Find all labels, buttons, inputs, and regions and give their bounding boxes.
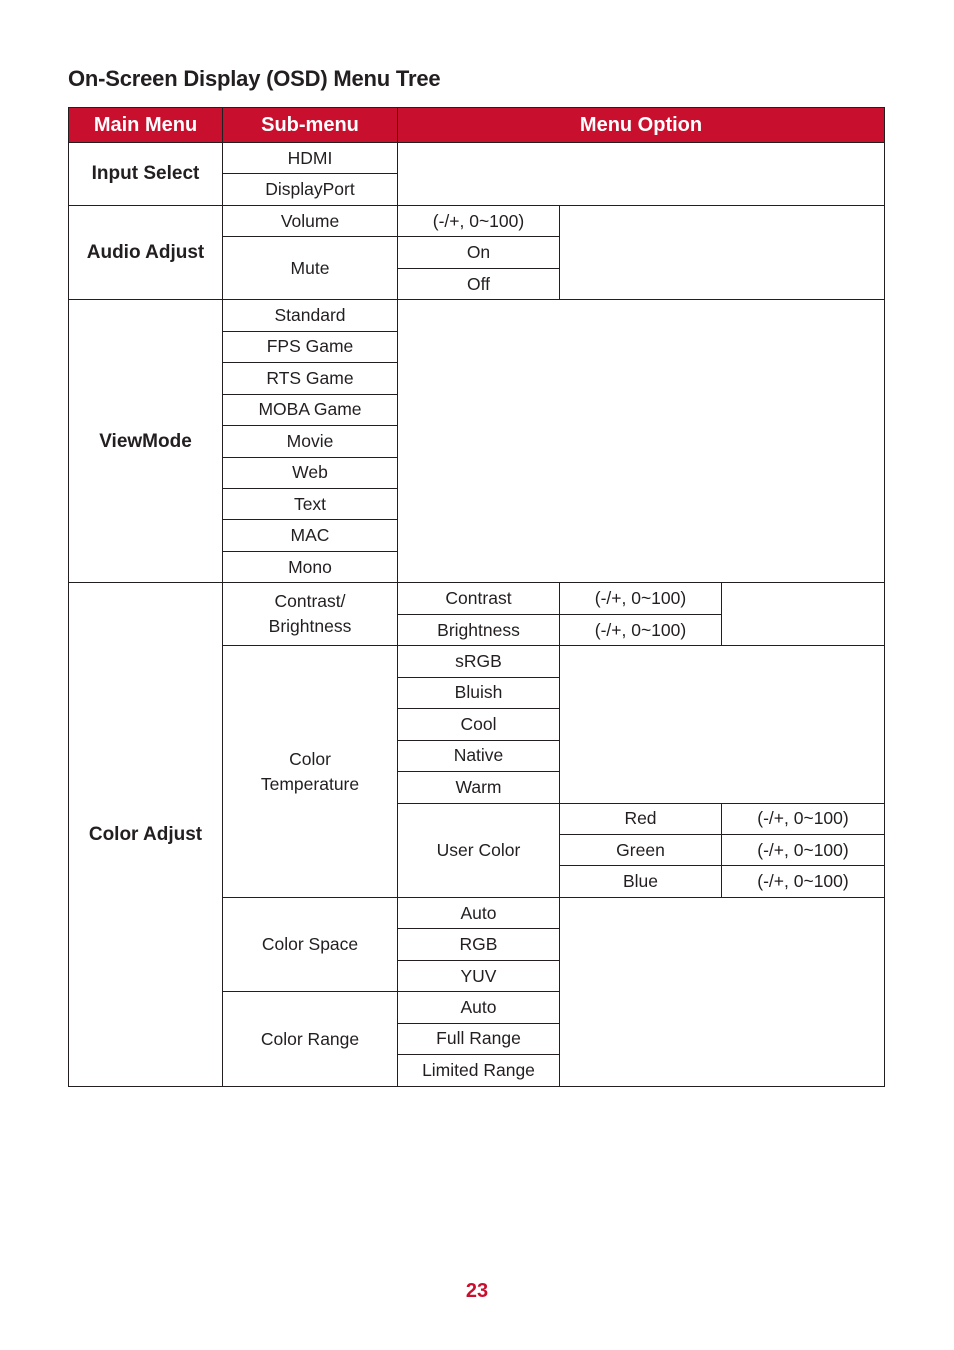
sub-menu-color-temperature [223,646,398,898]
option-range: (-/+, 0~100) [560,583,722,614]
header-menu-option: Menu Option [398,108,885,143]
option-user-color: User Color [398,803,560,897]
sub-menu-item: Movie [223,426,398,457]
sub-menu-color-range: Color Range [223,992,398,1087]
sub-menu-item: MOBA Game [223,394,398,425]
channel-range: (-/+, 0~100) [722,803,885,834]
table-row [69,300,885,331]
sub-menu-item: HDMI [223,143,398,174]
option-item: sRGB [398,646,560,677]
main-menu-viewmode: ViewMode [69,300,223,583]
main-menu-audio-adjust: Audio Adjust [69,205,223,299]
option-item: Bluish [398,677,560,708]
empty-cell [560,897,885,1086]
option-item: Brightness [398,614,560,645]
sub-menu-item: MAC [223,520,398,551]
main-menu-color-adjust: Color Adjust [69,583,223,1087]
option-range: (-/+, 0~100) [560,614,722,645]
option-range: (-/+, 0~100) [398,205,560,236]
empty-cell [398,143,885,206]
empty-cell [398,300,885,583]
sub-menu-contrast-brightness [223,583,398,646]
option-item: RGB [398,929,560,960]
sub-menu-label-line: Color [289,748,331,769]
table-header-row [69,108,885,143]
sub-menu-label-line: Brightness [268,616,352,637]
page-title: On-Screen Display (OSD) Menu Tree [68,66,441,91]
sub-menu-item: Standard [223,300,398,331]
sub-menu-item: Volume [223,205,398,236]
table-row [69,583,885,614]
sub-menu-item: FPS Game [223,331,398,362]
sub-menu-item: Text [223,488,398,519]
channel-name: Red [560,803,722,834]
header-sub-menu: Sub-menu [223,108,398,143]
option-item: YUV [398,960,560,991]
option-item: Warm [398,772,560,803]
page-number: 23 [465,1280,489,1302]
header-main-menu: Main Menu [69,108,223,143]
sub-menu-item: Web [223,457,398,488]
table-row [69,205,885,236]
sub-menu-label-line: Contrast/ [274,591,346,612]
main-menu-input-select: Input Select [69,143,223,206]
sub-menu-item: DisplayPort [223,174,398,205]
sub-menu-item: Mono [223,551,398,582]
option-item: Native [398,740,560,771]
empty-cell [560,646,885,803]
option-item: On [398,237,560,268]
option-item: Auto [398,897,560,928]
option-item: Limited Range [398,1055,560,1087]
sub-menu-color-space: Color Space [223,897,398,991]
table-row [69,143,885,174]
option-item: Cool [398,709,560,740]
channel-name: Green [560,834,722,865]
sub-menu-item: RTS Game [223,363,398,394]
osd-menu-tree-table [68,107,885,1087]
empty-cell [560,205,885,299]
channel-range: (-/+, 0~100) [722,834,885,865]
empty-cell [722,583,885,646]
sub-menu-item: Mute [223,237,398,300]
option-item: Contrast [398,583,560,614]
option-item: Full Range [398,1023,560,1054]
sub-menu-label-line: Temperature [260,773,360,794]
channel-range: (-/+, 0~100) [722,866,885,897]
channel-name: Blue [560,866,722,897]
option-item: Auto [398,992,560,1023]
option-item: Off [398,268,560,299]
